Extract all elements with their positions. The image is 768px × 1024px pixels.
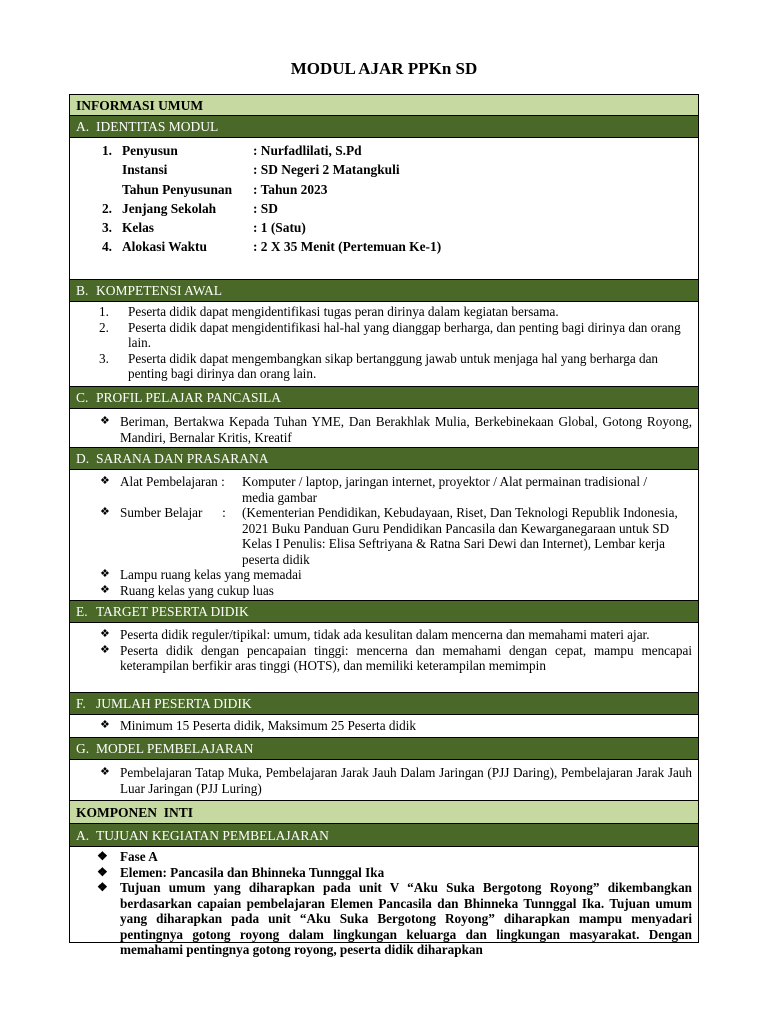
section-title: TARGET PESERTA DIDIK (96, 604, 249, 619)
item-number: 3. (99, 350, 109, 366)
section-letter: C. (76, 390, 89, 405)
section-kompetensi-header (70, 280, 698, 302)
diamond-bullet-icon: ❖ (100, 628, 110, 640)
list-item (70, 583, 698, 599)
section-jumlah-header (70, 693, 698, 715)
list-item (70, 474, 698, 505)
item-text: (Kementerian Pendidikan, Kebudayaan, Riset, Dan Teknologi Republik Indonesia, 2021 Buku Panduan Guru Pendidikan Pancasila dan Kewarganegaraan untuk SD Kelas I Penulis: Elisa Seftriyana & Ratna Sari Dewi dan Internet), Lembar kerja peserta didik (242, 505, 678, 567)
row-label: Instansi (122, 162, 168, 178)
section-letter: E. (76, 604, 88, 619)
tujuan-content (70, 847, 698, 958)
identitas-row (70, 237, 698, 256)
list-item (70, 414, 698, 445)
diamond-bullet-icon: ❖ (100, 719, 110, 731)
item-text: Fase A (120, 849, 158, 864)
diamond-bullet-icon: ❖ (100, 415, 110, 427)
diamond-bullet-icon: ❖ (100, 643, 110, 656)
row-label: Tahun Penyusunan (122, 181, 233, 197)
item-text: Pembelajaran Tatap Muka, Pembelajaran Jarak Jauh Dalam Jaringan (PJJ Daring), Pembelajaran Jarak Jauh Luar Jaringan (PJJ Luring) (120, 765, 692, 796)
diamond-bullet-icon: ❖ (100, 475, 110, 487)
section-identitas-header (70, 116, 698, 138)
target-content (70, 623, 698, 693)
diamond-bullet-icon: ❖ (100, 506, 110, 518)
row-number (70, 180, 122, 199)
row-label: Kelas (122, 220, 154, 236)
diamond-bullet-icon: ❖ (97, 880, 108, 894)
list-item (70, 865, 698, 881)
section-target-header (70, 601, 698, 623)
row-value: : SD Negeri 2 Matangkuli (253, 162, 400, 178)
section-komponen-inti: KOMPONEN INTI (70, 801, 698, 824)
diamond-bullet-icon: ❖ (97, 849, 108, 863)
row-number: 4. (101, 239, 112, 255)
section-title: TUJUAN KEGIATAN PEMBELAJARAN (96, 828, 329, 843)
module-table (69, 94, 699, 957)
identitas-content (70, 138, 698, 280)
section-informasi-umum: INFORMASI UMUM (70, 95, 698, 116)
row-number: 1. (101, 143, 112, 158)
diamond-bullet-icon: ❖ (100, 568, 110, 580)
item-number: 2. (99, 319, 109, 335)
identitas-row (70, 160, 698, 179)
row-label: Jenjang Sekolah (122, 200, 217, 216)
row-number (70, 160, 122, 179)
sarana-content (70, 470, 698, 601)
row-value: : 1 (Satu) (253, 220, 306, 236)
section-letter: D. (76, 451, 90, 466)
list-item (70, 567, 698, 583)
item-number: 1. (99, 304, 109, 319)
identitas-row (70, 180, 698, 199)
list-item (70, 765, 698, 796)
section-title: KOMPETENSI AWAL (96, 283, 223, 298)
item-text: Peserta didik dengan pencapaian tinggi: mencerna dan memahami dengan cepat, mampu mencapai keterampilan berfikir aras tinggi (HOTS), dan memiliki keterampilan memimpin (120, 642, 692, 673)
section-title: SARANA DAN PRASARANA (96, 451, 269, 466)
section-letter: B. (76, 283, 89, 298)
section-letter: G. (76, 741, 90, 756)
identitas-row (70, 141, 698, 160)
identitas-row (70, 199, 698, 218)
jumlah-content (70, 715, 698, 738)
diamond-bullet-icon: ❖ (97, 864, 108, 879)
list-item (70, 849, 698, 865)
list-item (70, 304, 698, 320)
item-text: Peserta didik reguler/tipikal: umum, tidak ada kesulitan dalam mencerna dan memahami materi ajar. (120, 627, 650, 642)
list-item (70, 351, 698, 382)
section-profil-header (70, 387, 698, 409)
row-number: 2. (101, 200, 112, 216)
item-text: Minimum 15 Peserta didik, Maksimum 25 Peserta didik (120, 718, 416, 733)
list-item (70, 718, 698, 734)
item-label: Alat Pembelajaran : (120, 474, 225, 489)
diamond-bullet-icon: ❖ (100, 583, 110, 596)
model-content (70, 760, 698, 801)
row-label: Alokasi Waktu (122, 239, 207, 255)
row-value: : Nurfadlilati, S.Pd (253, 143, 362, 158)
item-text: Beriman, Bertakwa Kepada Tuhan YME, Dan Berakhlak Mulia, Berkebinekaan Global, Gotong Royong, Mandiri, Bernalar Kritis, Kreatif (120, 414, 692, 445)
row-value: : 2 X 35 Menit (Pertemuan Ke-1) (253, 239, 442, 255)
section-title: MODEL PEMBELAJARAN (96, 741, 254, 756)
section-letter: F. (76, 696, 86, 711)
row-value: : SD (253, 200, 278, 216)
list-item (70, 505, 698, 567)
section-letter: A. (76, 119, 90, 134)
item-label: Sumber Belajar : (120, 505, 226, 520)
list-item (70, 880, 698, 958)
section-tujuan-header (70, 824, 698, 847)
section-title: JUMLAH PESERTA DIDIK (96, 696, 252, 711)
item-text: Tujuan umum yang diharapkan pada unit V “Aku Suka Bergotong Royong” dikembangkan berdasarkan capaian pembelajaran Elemen Pancasila dan Bhinneka Tunnggal Ika. Tujuan umum yang diharapkan pada unit “Aku Suka Bergotong Royong” diharapkan mampu menyadari pentingnya gotong royong dalam lingkungan keluarga dan lingkungan masyarakat. Dengan memahami pentingnya gotong royong, peserta didik diharapkan (120, 880, 692, 957)
item-text: Ruang kelas yang cukup luas (120, 582, 274, 598)
item-text: Peserta didik dapat mengidentifikasi hal-hal yang dianggap berharga, dan penting bagi dirinya dan orang lain. (128, 319, 681, 350)
section-letter: A. (76, 828, 90, 843)
section-model-header (70, 738, 698, 760)
diamond-bullet-icon: ❖ (100, 766, 110, 778)
profil-content (70, 409, 698, 448)
row-value: : Tahun 2023 (253, 181, 328, 197)
section-title: PROFIL PELAJAR PANCASILA (96, 390, 282, 405)
item-text: Peserta didik dapat mengidentifikasi tugas peran dirinya dalam kegiatan bersama. (128, 304, 559, 319)
item-text: Elemen: Pancasila dan Bhinneka Tunnggal Ika (120, 864, 385, 880)
identitas-row (70, 218, 698, 237)
list-item (70, 627, 698, 643)
item-text: Lampu ruang kelas yang memadai (120, 567, 302, 582)
section-title: IDENTITAS MODUL (96, 119, 219, 134)
kompetensi-content (70, 302, 698, 387)
row-label: Penyusun (122, 143, 178, 158)
item-text: Komputer / laptop, jaringan internet, proyektor / Alat permainan tradisional / media gambar (242, 474, 648, 505)
section-sarana-header (70, 448, 698, 470)
row-number: 3. (101, 220, 112, 236)
document-title: MODUL AJAR PPKn SD (290, 59, 478, 78)
list-item (70, 643, 698, 674)
item-text: Peserta didik dapat mengembangkan sikap bertanggung jawab untuk menjaga hal yang berharga dan penting bagi dirinya dan orang lain. (128, 350, 659, 381)
list-item (70, 320, 698, 351)
